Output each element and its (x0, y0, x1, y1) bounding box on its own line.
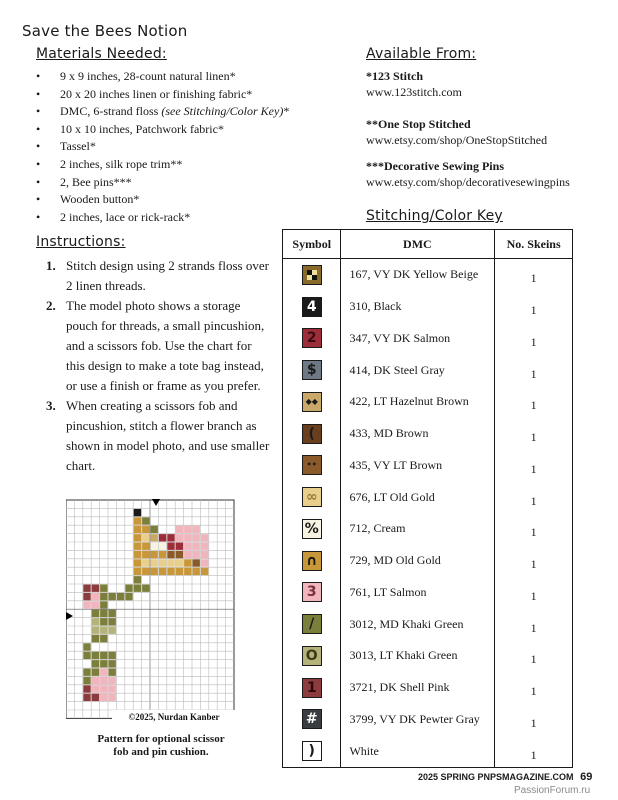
materials-heading: Materials Needed: (36, 46, 167, 62)
stitch-cell (159, 559, 166, 566)
symbol-cell (283, 323, 341, 355)
skeins-cell (495, 354, 573, 386)
skeins-cell (495, 259, 573, 291)
stitch-cell (142, 526, 149, 533)
stitch-cell (167, 551, 174, 558)
stitch-cell (109, 685, 116, 692)
color-key-table (282, 229, 573, 768)
stitch-cell (83, 694, 90, 701)
skeins-value: 1 (530, 557, 537, 572)
symbol-glyph: % (304, 520, 319, 537)
stitch-cell (176, 568, 183, 575)
stitch-cell (142, 568, 149, 575)
pattern-chart (66, 498, 236, 728)
hash-icon (302, 709, 322, 729)
stitch-cell (134, 509, 141, 516)
stitch-cell (100, 618, 107, 625)
stitch-cell (100, 585, 107, 592)
stitch-cell (100, 660, 107, 667)
stitch-cell (83, 643, 90, 650)
dmc-cell: 347, VY DK Salmon (341, 323, 495, 355)
stitch-cell (117, 593, 124, 600)
skeins-value: 1 (530, 461, 537, 476)
stitch-cell (176, 551, 183, 558)
list-item: • DMC, 6-strand floss (see Stitching/Color Key)* (36, 103, 289, 121)
stitch-cell (167, 534, 174, 541)
column-header-dmc: DMC (341, 230, 495, 259)
symbol-glyph: 3 (306, 584, 317, 601)
symbol-cell (283, 577, 341, 609)
stitch-cell (184, 559, 191, 566)
list-item: • 10 x 10 inches, Patchwork fabric* (36, 121, 289, 139)
dmc-cell: 422, LT Hazelnut Brown (341, 386, 495, 418)
stitch-cell (109, 627, 116, 634)
table-header-row (283, 230, 573, 259)
stitch-cell (151, 543, 158, 550)
stitch-cell (109, 593, 116, 600)
skeins-cell (495, 386, 573, 418)
stitch-cell (109, 669, 116, 676)
list-item: • 2 inches, silk rope trim** (36, 156, 289, 174)
stitch-cell (142, 559, 149, 566)
stitch-cell (134, 526, 141, 533)
table-row (283, 545, 573, 577)
stitch-cell (109, 652, 116, 659)
stitch-cell (100, 694, 107, 701)
stitch-cell (142, 551, 149, 558)
stitch-cell (201, 551, 208, 558)
page-title: Save the Bees Notion (22, 22, 188, 40)
instruction-step: 2. The model photo shows a storage pouch for threads, a small pincushion, and a scissors fob. Use the chart for this design to make a tote bag instead, or use a finish or frame as you prefer. (46, 298, 265, 393)
stitch-cell (193, 568, 200, 575)
stitch-cell (83, 677, 90, 684)
symbol-glyph: ) (308, 743, 315, 760)
stitch-cell (134, 534, 141, 541)
stitch-cell (201, 568, 208, 575)
list-item: • 20 x 20 inches linen or finishing fabric* (36, 86, 289, 104)
stitch-cell (109, 694, 116, 701)
stitch-cell (193, 551, 200, 558)
stitch-cell (83, 652, 90, 659)
table-row (283, 608, 573, 640)
dmc-cell: 676, LT Old Gold (341, 481, 495, 513)
stitch-cell (83, 685, 90, 692)
source-onestopstitched: **One Stop Stitched www.etsy.com/shop/OneStopStitched (366, 117, 548, 147)
stitch-cell (92, 694, 99, 701)
footer-site: PNPSMAGAZINE.COM (477, 772, 574, 782)
skeins-cell (495, 545, 573, 577)
symbol-glyph: •• (306, 460, 317, 470)
stitch-cell (100, 635, 107, 642)
instructions-heading: Instructions: (36, 234, 126, 250)
stitch-cell (176, 543, 183, 550)
table-row (283, 577, 573, 609)
table-row (283, 735, 573, 767)
skeins-value: 1 (530, 652, 537, 667)
skeins-value: 1 (530, 588, 537, 603)
stitch-cell (92, 685, 99, 692)
stitch-cell (83, 593, 90, 600)
stitch-cell (142, 543, 149, 550)
instructions-list (46, 256, 270, 476)
symbol-glyph: 2 (306, 330, 317, 347)
stitch-cell (100, 610, 107, 617)
symbol-glyph: 4 (306, 298, 317, 315)
stitch-cell (176, 526, 183, 533)
table-row (283, 259, 573, 291)
skeins-cell (495, 481, 573, 513)
source-123stitch: *123 Stitch www.123stitch.com (366, 69, 462, 99)
stitch-cell (142, 534, 149, 541)
dmc-cell: 433, MD Brown (341, 418, 495, 450)
skeins-value: 1 (530, 715, 537, 730)
skeins-cell (495, 608, 573, 640)
symbol-cell (283, 672, 341, 704)
stitch-cell (151, 526, 158, 533)
stitch-cell (100, 652, 107, 659)
stitch-cell (176, 534, 183, 541)
checker-square-icon (302, 265, 322, 285)
skeins-cell (495, 418, 573, 450)
four-icon (302, 297, 322, 317)
stitch-cell (201, 534, 208, 541)
symbol-glyph: # (305, 711, 318, 728)
stitch-cell (92, 585, 99, 592)
stitch-cell (109, 610, 116, 617)
stitch-cell (92, 627, 99, 634)
dmc-cell: 3721, DK Shell Pink (341, 672, 495, 704)
stitch-cell (92, 669, 99, 676)
percent-icon (302, 519, 322, 539)
source-url: www.123stitch.com (366, 85, 462, 99)
skeins-value: 1 (530, 620, 537, 635)
symbol-cell (283, 259, 341, 291)
skeins-value: 1 (530, 430, 537, 445)
stitch-cell (193, 526, 200, 533)
stitch-cell (167, 543, 174, 550)
dmc-cell: 414, DK Steel Gray (341, 354, 495, 386)
list-item: • 9 x 9 inches, 28-count natural linen* (36, 68, 289, 86)
table-row (283, 704, 573, 736)
stitch-cell (184, 543, 191, 550)
stitch-cell (151, 568, 158, 575)
pattern-caption: Pattern for optional scissor fob and pin cushion. (97, 733, 225, 758)
skeins-value: 1 (530, 525, 537, 540)
stitch-cell (134, 576, 141, 583)
close-paren-icon (302, 741, 322, 761)
stitch-cell (151, 534, 158, 541)
stitch-cell (159, 551, 166, 558)
column-header-symbol: Symbol (283, 230, 341, 259)
stitch-cell (92, 635, 99, 642)
stitch-cell (142, 517, 149, 524)
three-icon (302, 582, 322, 602)
table-row (283, 354, 573, 386)
stitch-cell (100, 593, 107, 600)
column-header-skeins: No. Skeins (495, 230, 573, 259)
page-number: 69 (580, 771, 593, 783)
skeins-cell (495, 513, 573, 545)
stitch-cell (109, 618, 116, 625)
symbol-cell (283, 450, 341, 482)
double-diamond-icon (302, 392, 322, 412)
stitch-cell (109, 677, 116, 684)
stitch-cell (142, 585, 149, 592)
skeins-cell (495, 735, 573, 767)
stitch-cell (184, 551, 191, 558)
symbol-glyph: ∞ (305, 489, 318, 506)
table-row (283, 481, 573, 513)
footer-issue: 2025 SPRING (418, 772, 476, 782)
two-icon (302, 328, 322, 348)
symbol-glyph: $ (306, 362, 317, 379)
skeins-value: 1 (530, 334, 537, 349)
stitch-cell (92, 618, 99, 625)
skeins-cell (495, 672, 573, 704)
dmc-cell: 712, Cream (341, 513, 495, 545)
stitch-cell (100, 601, 107, 608)
symbol-cell (283, 608, 341, 640)
color-key-heading: Stitching/Color Key (366, 208, 503, 224)
list-item: • Wooden button* (36, 191, 289, 209)
dmc-cell: 761, LT Salmon (341, 577, 495, 609)
stitch-cell (92, 610, 99, 617)
stitch-cell (92, 677, 99, 684)
table-row (283, 672, 573, 704)
symbol-glyph: / (309, 616, 315, 633)
symbol-cell (283, 386, 341, 418)
dmc-cell: 435, VY LT Brown (341, 450, 495, 482)
stitch-cell (201, 543, 208, 550)
table-row (283, 323, 573, 355)
stitch-cell (134, 551, 141, 558)
stitch-cell (201, 559, 208, 566)
symbol-cell (283, 704, 341, 736)
table-row (283, 386, 573, 418)
stitch-cell (100, 685, 107, 692)
stitch-cell (83, 585, 90, 592)
stitch-cell (125, 593, 132, 600)
stitch-cell (100, 669, 107, 676)
dollar-icon (302, 360, 322, 380)
stitch-cell (92, 652, 99, 659)
page-footer (418, 771, 592, 783)
stitch-cell (167, 559, 174, 566)
symbol-glyph: ∩ (306, 552, 318, 569)
stitch-cell (83, 669, 90, 676)
stitch-cell (193, 543, 200, 550)
instruction-step: 1. Stitch design using 2 strands floss over 2 linen threads. (46, 258, 269, 293)
stitch-cell (159, 543, 166, 550)
slash-icon (302, 614, 322, 634)
materials-list (36, 68, 289, 226)
source-decorativesewingpins: ***Decorative Sewing Pins www.etsy.com/shop/decorativesewingpins (366, 159, 570, 189)
list-item: • 2, Bee pins*** (36, 174, 289, 192)
dmc-cell: 167, VY DK Yellow Beige (341, 259, 495, 291)
arch-icon (302, 551, 322, 571)
skeins-value: 1 (530, 366, 537, 381)
table-row (283, 450, 573, 482)
source-url: www.etsy.com/shop/OneStopStitched (366, 133, 548, 147)
circle-icon (302, 646, 322, 666)
chain-icon (302, 487, 322, 507)
symbol-glyph: ( (308, 425, 315, 442)
symbol-cell (283, 418, 341, 450)
symbol-cell (283, 640, 341, 672)
stitch-cell (184, 526, 191, 533)
skeins-cell (495, 577, 573, 609)
stitch-cell (92, 660, 99, 667)
watermark: PassionForum.ru (514, 785, 591, 796)
stitch-cell (100, 677, 107, 684)
one-icon (302, 678, 322, 698)
stitch-cell (100, 627, 107, 634)
skeins-value: 1 (530, 684, 537, 699)
symbol-cell (283, 291, 341, 323)
skeins-value: 1 (530, 271, 537, 286)
list-item: • 2 inches, lace or rick-rack* (36, 209, 289, 227)
two-dots-icon (302, 455, 322, 475)
stitch-cell (92, 593, 99, 600)
stitch-cell (176, 559, 183, 566)
stitch-cell (134, 585, 141, 592)
skeins-value: 1 (530, 747, 537, 762)
symbol-cell (283, 354, 341, 386)
stitch-cell (167, 568, 174, 575)
dmc-cell: 3013, LT Khaki Green (341, 640, 495, 672)
symbol-cell (283, 545, 341, 577)
symbol-cell (283, 735, 341, 767)
list-item: • Tassel* (36, 138, 289, 156)
table-row (283, 640, 573, 672)
stitch-cell (193, 559, 200, 566)
skeins-cell (495, 450, 573, 482)
symbol-glyph: 1 (306, 679, 317, 696)
skeins-value: 1 (530, 398, 537, 413)
skeins-value: 1 (530, 303, 537, 318)
pattern-copyright: ©2025, Nurdan Kanber (128, 712, 220, 722)
symbol-glyph: ◆◆ (305, 396, 318, 406)
source-url: www.etsy.com/shop/decorativesewingpins (366, 175, 570, 189)
stitch-cell (134, 568, 141, 575)
table-row (283, 513, 573, 545)
stitch-cell (109, 660, 116, 667)
dmc-cell: 3799, VY DK Pewter Gray (341, 704, 495, 736)
stitch-cell (193, 534, 200, 541)
skeins-cell (495, 704, 573, 736)
stitch-cell (92, 601, 99, 608)
skeins-cell (495, 291, 573, 323)
instruction-step: 3. When creating a scissors fob and pincushion, stitch a flower branch as shown in model photo, and use smaller chart. (46, 398, 270, 473)
dmc-cell: 729, MD Old Gold (341, 545, 495, 577)
stitch-cell (83, 601, 90, 608)
dmc-cell: White (341, 735, 495, 767)
table-row (283, 418, 573, 450)
skeins-value: 1 (530, 493, 537, 508)
stitch-cell (134, 517, 141, 524)
stitch-cell (134, 559, 141, 566)
pattern-grid (66, 500, 234, 718)
stitch-cell (184, 534, 191, 541)
stitch-cell (159, 534, 166, 541)
stitch-cell (184, 568, 191, 575)
symbol-cell (283, 513, 341, 545)
floss-note: (see Stitching/Color Key) (161, 104, 284, 119)
skeins-cell (495, 640, 573, 672)
symbol-glyph: O (305, 647, 318, 664)
table-row (283, 291, 573, 323)
stitch-cell (151, 559, 158, 566)
stitch-cell (159, 568, 166, 575)
dmc-cell: 3012, MD Khaki Green (341, 608, 495, 640)
stitch-cell (151, 551, 158, 558)
symbol-cell (283, 481, 341, 513)
skeins-cell (495, 323, 573, 355)
paren-icon (302, 424, 322, 444)
stitch-cell (125, 585, 132, 592)
dmc-cell: 310, Black (341, 291, 495, 323)
available-heading: Available From: (366, 46, 477, 62)
stitch-cell (134, 543, 141, 550)
